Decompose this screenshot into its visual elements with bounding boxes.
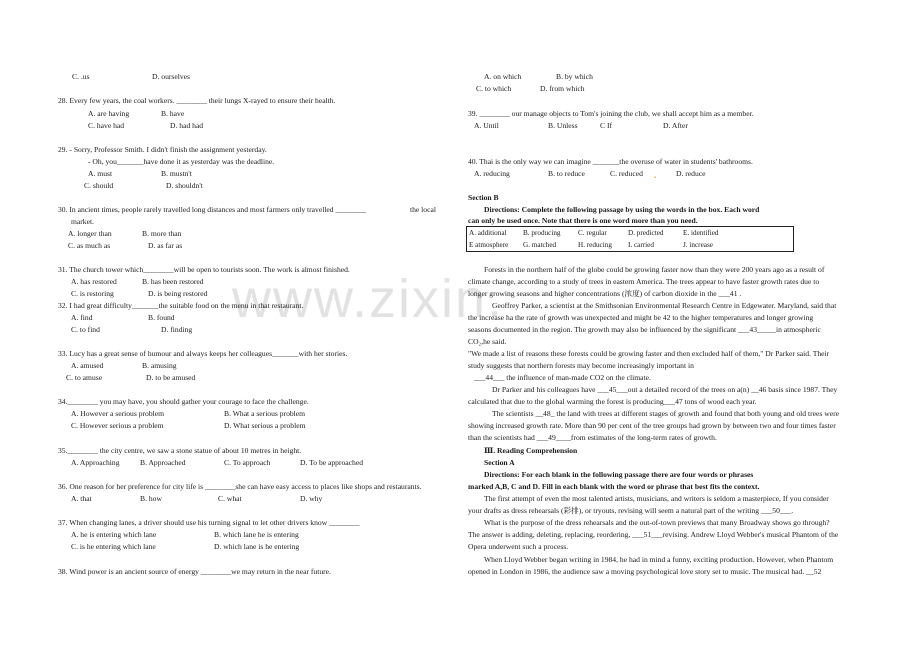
- passage-b-line: showing increased growth rate. More than 90 per cent of the tree groups had grown by between two and four times faster: [468, 421, 836, 430]
- passage-b-line: Geoffrey Parker, a scientist at the Smithsonian Environmental Research Centre in Edgewater. Maryland, said that: [492, 301, 837, 310]
- q30-option-b: B. more than: [142, 229, 182, 238]
- q35-option-c: C. To approach: [224, 458, 271, 467]
- q33-option-d: D. to be amused: [146, 373, 196, 382]
- word-box-j: J. increase: [683, 241, 713, 249]
- word-box-f: E atmosphere: [469, 241, 509, 249]
- q34-stem: 34.________ you may have, you should gather your courage to face the challenge.: [58, 397, 309, 406]
- word-box-d: D. predicted: [628, 229, 664, 237]
- q39-stem: 39. ________ our manage objects to Tom's joining the club, we shall accept him as a member.: [468, 109, 754, 118]
- q32-stem: 32. I had great difficulty_______the suitable food on the menu in that restaurant.: [58, 301, 304, 310]
- q39-option-a: A. Until: [474, 121, 499, 130]
- section-b-directions: Directions: Complete the following passage by using the words in the box. Each word: [484, 205, 760, 214]
- q37-option-c: C. is he entering which lane: [71, 542, 156, 551]
- passage-a-line: opened in London in 1986, the audience saw a moving psychological love story set to music. The musical had. __52: [468, 567, 822, 576]
- q39-option-c: C If: [600, 121, 613, 130]
- q38-option-b: B. by which: [556, 72, 593, 81]
- word-box-i: I. carried: [628, 241, 654, 249]
- q31-stem: 31. The church tower which________will be open to tourists soon. The work is almost finished.: [58, 265, 350, 274]
- passage-b-line: The scientists __48_ the land with trees at different stages of growth and found that both young and old trees were: [492, 409, 839, 418]
- word-box-c: C. regular: [578, 229, 607, 237]
- passage-a-line: What is the purpose of the dress rehearsals and the out-of-town previews that many Broadway shows go through?: [484, 518, 830, 527]
- q28-option-b: B. have: [161, 109, 185, 118]
- q28-option-d: D. had had: [170, 121, 204, 130]
- q31-option-c: C. is restoring: [71, 289, 114, 298]
- passage-b-line: seasons documented in the region. The growth may also be influenced by the significant ___43_____in atmospheric: [468, 325, 821, 334]
- q36-option-d: D. why: [300, 494, 323, 503]
- section-a-heading: Section A: [484, 458, 515, 467]
- passage-a-line: When Lloyd Webber began writing in 1984, he had in mind a funny, exciting production. However, when Phantom: [484, 555, 834, 564]
- q33-option-b: B. amusing: [142, 361, 177, 370]
- q40-option-a: A. reducing: [474, 169, 510, 178]
- passage-b-line: ___44___ the influence of man-made CO2 on the climate.: [474, 373, 651, 382]
- q34-option-b: B. What a serious problem: [224, 409, 306, 418]
- part-3-heading: Ⅲ. Reading Comprehension: [484, 446, 578, 455]
- q32-option-a: A. find: [71, 313, 93, 322]
- q33-stem: 33. Lucy has a great sense of humour and always keeps her colleagues_______with her stories.: [58, 349, 348, 358]
- passage-b-line: longer growing seasons and higher concentrations (浓度) of carbon dioxide in the ___41 .: [468, 289, 742, 298]
- passage-a-line: Opera underwent such a process.: [468, 542, 569, 551]
- word-box-e: E. identified: [683, 229, 719, 237]
- q37-option-d: D. which lane is he entering: [214, 542, 300, 551]
- q28-option-c: C. have had: [88, 121, 125, 130]
- q33-option-a: A. amused: [71, 361, 104, 370]
- q36-option-c: C. what: [218, 494, 242, 503]
- q28-stem: 28. Every few years, the coal workers. ________ their lungs X-rayed to ensure their health.: [58, 96, 336, 105]
- q34-option-d: D. What serious a problem: [224, 421, 306, 430]
- orange-dot-mark: .: [654, 170, 657, 180]
- q38-option-a: A. on which: [484, 72, 522, 81]
- q31-option-a: A. has restored: [71, 277, 117, 286]
- q37-option-a: A. he is entering which lane: [71, 530, 157, 539]
- q33-option-c: C. to amuse: [66, 373, 103, 382]
- q39-option-d: D. After: [663, 121, 688, 130]
- q31-option-b: B. has been restored: [142, 277, 204, 286]
- q37-option-b: B. which lane he is entering: [214, 530, 299, 539]
- q27-option-c: C. .us: [72, 72, 90, 81]
- section-b-directions-2: can only be used once. Note that there is one word more than you need.: [468, 216, 698, 225]
- q34-option-a: A. However a serious problem: [71, 409, 164, 418]
- passage-a-line: The answer is adding, deleting, replacing, reordering, ___51___revising. Andrew Lloyd Webber's musical Phantom of the: [468, 530, 839, 539]
- q29-stem: 29. - Sorry, Professor Smith. I didn't finish the assignment yesterday.: [58, 145, 267, 154]
- q36-option-a: A. that: [71, 494, 92, 503]
- q37-stem: 37. When changing lanes, a driver should use his turning signal to let other drivers know ________: [58, 518, 360, 527]
- q30-option-d: D. as far as: [148, 241, 183, 250]
- section-a-directions-2: marked A,B, C and D. Fill in each blank with the word or phrase that best fits the context.: [468, 482, 760, 491]
- q35-stem: 35.________ the city centre, we saw a stone statue of about 10 metres in height.: [58, 446, 302, 455]
- q29-option-b: B. mustn't: [161, 169, 192, 178]
- passage-b-line: Dr Parker and his colleagues have ___45___out a detailed record of the trees on a(n) __46 basis since 1987. They: [492, 385, 838, 394]
- q30-stem-tail: the local: [410, 205, 436, 214]
- q29-option-c: C. should: [84, 181, 114, 190]
- q30-option-c: C. as much as: [68, 241, 111, 250]
- q27-option-d: D. ourselves: [152, 72, 190, 81]
- q35-option-a: A. Approaching: [71, 458, 120, 467]
- q35-option-b: B. Approached: [140, 458, 186, 467]
- passage-b-line: calculated that due to the global warming the forest is producing___47 tons of wood each year.: [468, 397, 757, 406]
- section-b-heading: Section B: [468, 193, 499, 202]
- q40-option-b: B. to reduce: [548, 169, 585, 178]
- q34-option-c: C. However serious a problem: [71, 421, 164, 430]
- q30-stem-2: market.: [71, 217, 94, 226]
- q29-option-d: D. shouldn't: [166, 181, 203, 190]
- q40-option-d: D. reduce: [676, 169, 706, 178]
- q32-option-d: D. finding: [161, 325, 193, 334]
- q32-option-c: C. to find: [71, 325, 100, 334]
- q40-stem: 40. Thai is the only way we can imagine _______the overuse of water in students' bathrooms.: [468, 157, 753, 166]
- q40-option-c: C. reduced: [610, 169, 643, 178]
- passage-b-line: the increase ha the rate of growth was unexpected and might be 42 to the higher temperatures and longer growing: [468, 313, 814, 322]
- word-box-h: H. reducing: [578, 241, 612, 249]
- passage-a-line: The first attempt of even the most talented artists, musicians, and writers is seldom a masterpiece, If you consider: [484, 494, 829, 503]
- passage-b-line: than the scientists had ___49____from estimates of the long-term rates of growth.: [468, 433, 717, 442]
- q30-stem: 30. In ancient times, people rarely travelled long distances and most farmers only travelled ________: [58, 205, 366, 214]
- q30-option-a: A. longer than: [68, 229, 112, 238]
- q38-stem: 38. Wind power is an ancient source of energy ________we may return in the near future.: [58, 567, 331, 576]
- q36-option-b: B. how: [140, 494, 162, 503]
- word-box-a: A. additional: [469, 229, 507, 237]
- q28-option-a: A. are having: [88, 109, 130, 118]
- q38-option-c: C. to which: [476, 84, 512, 93]
- q35-option-d: D. To be approached: [300, 458, 364, 467]
- watermark: www.zixin.: [232, 269, 505, 329]
- q29-stem-2: - Oh, you_______have done it as yesterday was the deadline.: [88, 157, 275, 166]
- passage-a-line: your drafts as dress rehearsals (彩排), or tryouts, revising will seem a natural part of the writing ___50___.: [468, 506, 794, 515]
- word-box-b: B. producing: [523, 229, 561, 237]
- passage-b-line: study suggests that northern forests may become increasingly important in: [468, 361, 694, 370]
- q38-option-d: D. from which: [540, 84, 585, 93]
- passage-b-line: climate change, according to a study of trees in eastern America. The trees appear to have faster growth rates due to: [468, 277, 820, 286]
- passage-b-line: Forests in the northern half of the globe could be growing faster now than they were 200 years ago as a result of: [484, 265, 825, 274]
- q31-option-d: D. is being restored: [148, 289, 208, 298]
- passage-b-line: "We made a list of reasons these forests could be growing faster and then excluded half of them," Dr Parker said. Their: [468, 349, 830, 358]
- q39-option-b: B. Unless: [548, 121, 578, 130]
- word-box-g: G. matched: [523, 241, 557, 249]
- q29-option-a: A. must: [88, 169, 113, 178]
- passage-b-line: CO₂,he said.: [468, 337, 507, 346]
- section-a-directions: Directions: For each blank in the following passage there are four words or phrases: [484, 470, 754, 479]
- q36-stem: 36. One reason for her preference for city life is ________she can have easy access to places like shops and restaurants.: [58, 482, 422, 491]
- q32-option-b: B. found: [148, 313, 175, 322]
